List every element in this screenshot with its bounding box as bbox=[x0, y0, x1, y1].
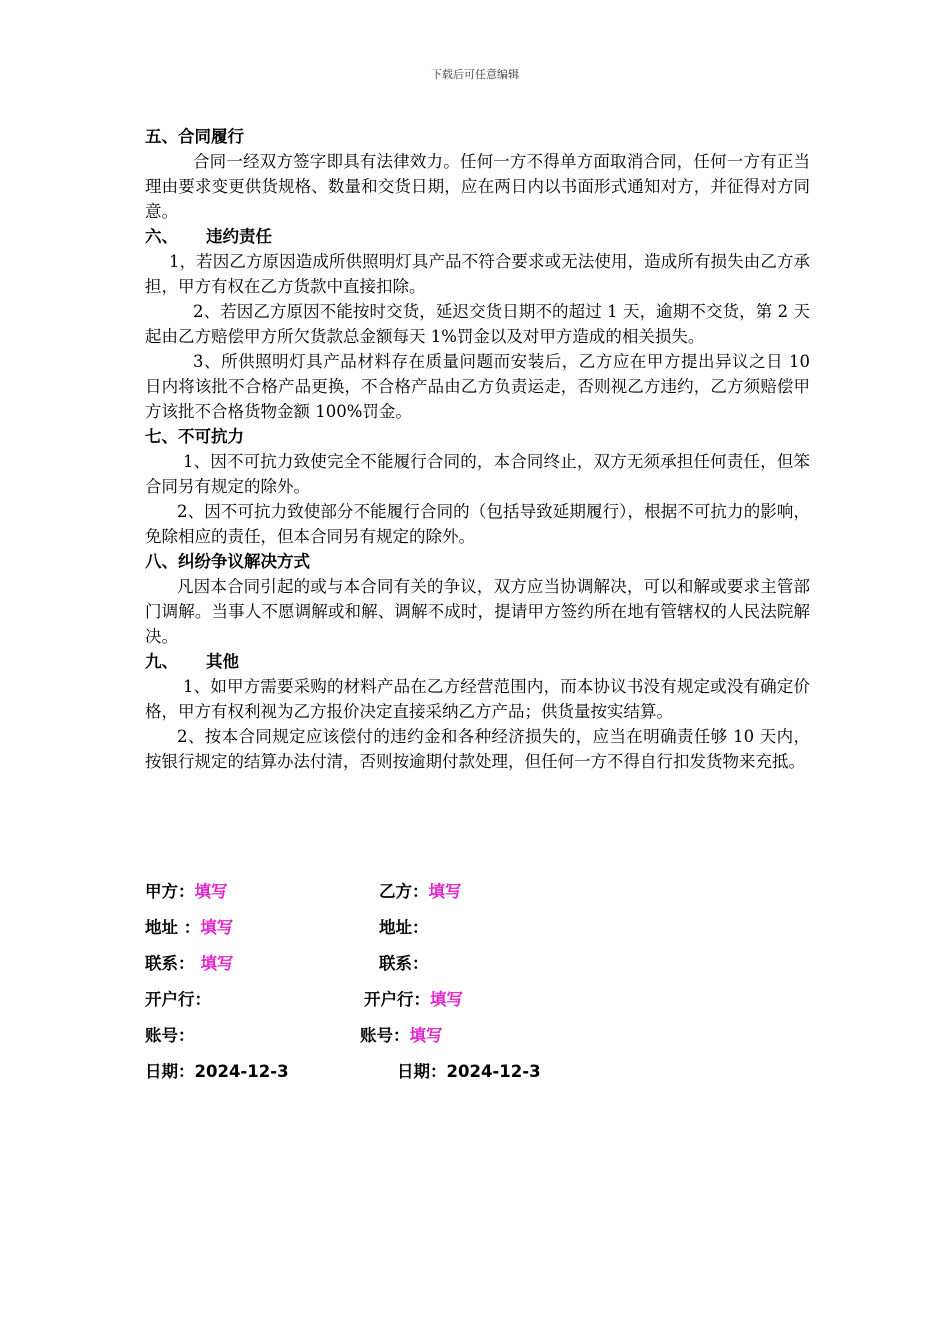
date-row bbox=[145, 1058, 810, 1094]
section-9-title bbox=[145, 649, 810, 674]
section-9-paragraph-1: 1、如甲方需要采购的材料产品在乙方经营范围内，而本协议书没有规定或没有确定价格，甲方有权利视为乙方报价决定直接采纳乙方产品；供货量按实结算。 bbox=[145, 677, 810, 721]
party-a bbox=[145, 878, 228, 902]
address-a-label: 地址 ： bbox=[145, 918, 201, 937]
section-9-number: 九、 bbox=[145, 652, 178, 671]
section-6-paragraph-1: 1，若因乙方原因造成所供照明灯具产品不符合要求或无法使用，造成所有损失由乙方承担，甲方有权在乙方货款中直接扣除。 bbox=[145, 252, 810, 296]
contact-a-fill[interactable]: 填写 bbox=[200, 954, 234, 973]
section-6-paragraph-2: 2、若因乙方原因不能按时交货，延迟交货日期不的超过 1 天，逾期不交货，第 2 天起由乙方赔偿甲方所欠货款总金额每天 1%罚金以及对甲方造成的相关损失。 bbox=[145, 302, 810, 346]
section-9-paragraph-2: 2、按本合同规定应该偿付的违约金和各种经济损失的，应当在明确责任够 10 天内，按银行规定的结算办法付清，否则按逾期付款处理，但任何一方不得自行扣发货物来充抵。 bbox=[145, 727, 810, 771]
section-7-paragraph-2: 2、因不可抗力致使部分不能履行合同的（包括导致延期履行），根据不可抗力的影响，免除相应的责任，但本合同另有规定的除外。 bbox=[145, 502, 810, 546]
contact-a bbox=[145, 950, 234, 974]
contract-body bbox=[145, 124, 810, 774]
bank-b-label: 开户行： bbox=[364, 990, 430, 1009]
section-5-paragraph: 合同一经双方签字即具有法律效力。任何一方不得单方面取消合同，任何一方有正当理由要求变更供货规格、数量和交货日期，应在两日内以书面形式通知对方，并征得对方同意。 bbox=[145, 152, 810, 221]
address-b-label: 地址： bbox=[379, 918, 429, 937]
section-6-text: 违约责任 bbox=[206, 227, 272, 246]
bank-a-label: 开户行： bbox=[145, 990, 211, 1009]
section-7-paragraph-1: 1、因不可抗力致使完全不能履行合同的，本合同终止，双方无须承担任何责任，但笨合同另有规定的除外。 bbox=[145, 452, 810, 496]
account-a-label: 账号： bbox=[145, 1026, 195, 1045]
date-b: 日期：2024-12-3 bbox=[397, 1062, 541, 1081]
section-9-text: 其他 bbox=[206, 652, 239, 671]
contact-a-label: 联系： bbox=[145, 954, 195, 973]
party-a-label: 甲方： bbox=[145, 882, 195, 901]
address-a-fill[interactable]: 填写 bbox=[200, 918, 234, 937]
account-b bbox=[360, 1022, 443, 1046]
account-b-label: 账号： bbox=[360, 1026, 410, 1045]
account-row bbox=[145, 1022, 810, 1058]
page-header-note: 下载后可任意编辑 bbox=[431, 68, 519, 81]
contact-b-label: 联系： bbox=[379, 954, 429, 973]
party-a-fill[interactable]: 填写 bbox=[194, 882, 228, 901]
party-b-fill[interactable]: 填写 bbox=[428, 882, 462, 901]
date-a: 日期：2024-12-3 bbox=[145, 1062, 289, 1081]
section-6-title bbox=[145, 224, 810, 249]
party-row bbox=[145, 878, 810, 914]
section-6-paragraph-3: 3、所供照明灯具产品材料存在质量问题而安装后，乙方应在甲方提出异议之日 10 日内将该批不合格产品更换，不合格产品由乙方负责运走，否则视乙方违约，乙方须赔偿甲方该批不合格货物金额 100%罚金。 bbox=[145, 352, 810, 421]
section-6-number: 六、 bbox=[145, 227, 178, 246]
address-row bbox=[145, 914, 810, 950]
section-8-paragraph: 凡因本合同引起的或与本合同有关的争议，双方应当协调解决，可以和解或要求主管部门调解。当事人不愿调解或和解、调解不成时，提请甲方签约所在地有管辖权的人民法院解决。 bbox=[145, 577, 810, 646]
party-b bbox=[379, 878, 462, 902]
signature-block bbox=[145, 878, 810, 1094]
section-7-title: 七、不可抗力 bbox=[145, 427, 244, 446]
section-8-title: 八、纠纷争议解决方式 bbox=[145, 552, 310, 571]
contact-row bbox=[145, 950, 810, 986]
party-b-label: 乙方： bbox=[379, 882, 429, 901]
bank-row bbox=[145, 986, 810, 1022]
bank-b bbox=[364, 986, 463, 1010]
section-5-title: 五、合同履行 bbox=[145, 127, 244, 146]
address-a bbox=[145, 914, 233, 938]
account-b-fill[interactable]: 填写 bbox=[409, 1026, 443, 1045]
bank-b-fill[interactable]: 填写 bbox=[430, 990, 463, 1009]
